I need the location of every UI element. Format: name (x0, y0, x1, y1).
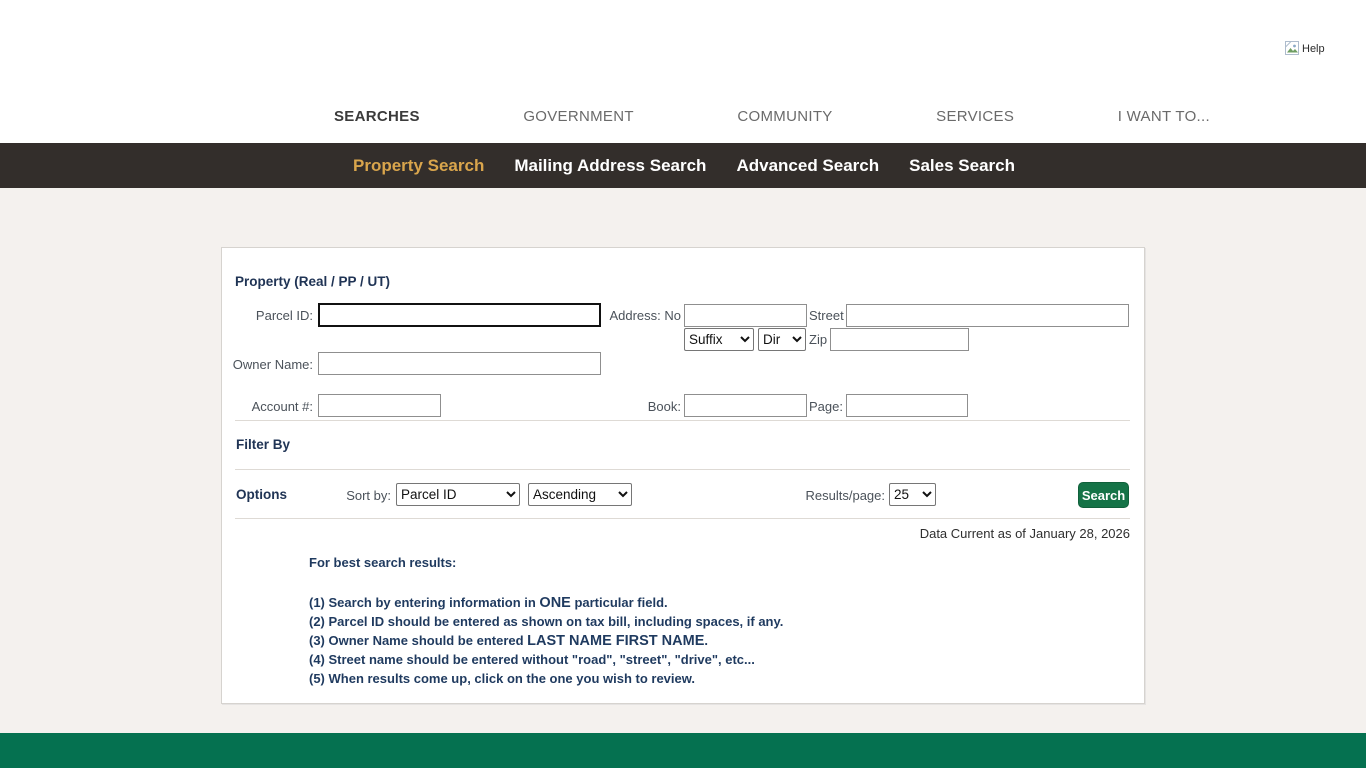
nav-item-i-want-to[interactable]: I WANT TO... (1117, 108, 1210, 125)
footer-bar (0, 733, 1366, 768)
sort-by-label: Sort by: (346, 488, 391, 503)
help-label: Help (1302, 42, 1325, 55)
street-label: Street (809, 308, 844, 323)
owner-name-label: Owner Name: (232, 357, 313, 372)
instruction-item: (4) Street name should be entered without "road", "street", "drive", etc... (309, 652, 755, 667)
sort-order-select[interactable] (528, 483, 632, 506)
instructions-heading: For best search results: (309, 555, 457, 570)
account-label: Account #: (251, 399, 313, 414)
account-input[interactable] (318, 394, 441, 417)
page-input[interactable] (846, 394, 968, 417)
suffix-select[interactable] (684, 328, 754, 351)
tab-sales-search[interactable]: Sales Search (909, 155, 1015, 175)
tab-mailing-address-search[interactable]: Mailing Address Search (514, 155, 707, 175)
results-per-page-label: Results/page: (805, 488, 885, 503)
owner-name-input[interactable] (318, 352, 601, 375)
options-heading: Options (236, 487, 287, 502)
zip-input[interactable] (830, 328, 969, 351)
address-no-input[interactable] (684, 304, 807, 327)
nav-item-government[interactable]: GOVERNMENT (523, 108, 634, 125)
nav-item-searches[interactable]: SEARCHES (334, 108, 420, 125)
data-current-text: Data Current as of January 28, 2026 (919, 526, 1130, 541)
tab-property-search[interactable]: Property Search (353, 155, 485, 175)
instructions-list (309, 593, 783, 688)
parcel-id-input[interactable] (318, 303, 601, 327)
divider (235, 469, 1130, 470)
nav-item-services[interactable]: SERVICES (936, 108, 1015, 125)
tab-advanced-search[interactable]: Advanced Search (736, 155, 880, 175)
help-link[interactable] (1284, 40, 1325, 57)
sort-field-select[interactable] (396, 483, 520, 506)
dir-select[interactable] (758, 328, 806, 351)
zip-label: Zip (809, 332, 828, 347)
results-per-page-select[interactable] (889, 483, 936, 506)
instruction-item: (3) Owner Name should be entered LAST NAME FIRST NAME. (309, 633, 708, 649)
instruction-item: (5) When results come up, click on the one you wish to review. (309, 671, 695, 686)
search-button[interactable]: Search (1078, 482, 1129, 508)
nav-item-community[interactable]: COMMUNITY (737, 108, 833, 125)
panel-title: Property (Real / PP / UT) (235, 274, 391, 289)
page-header (0, 0, 1366, 143)
book-input[interactable] (684, 394, 807, 417)
search-type-nav (0, 143, 1366, 188)
divider (235, 518, 1130, 519)
property-search-panel (221, 247, 1145, 704)
parcel-id-label: Parcel ID: (255, 308, 313, 323)
book-label: Book: (647, 399, 681, 414)
divider (235, 420, 1130, 421)
address-no-label: Address: No (609, 308, 681, 323)
filter-by-heading: Filter By (236, 437, 291, 452)
page-label: Page: (809, 399, 843, 414)
main-nav (334, 108, 1210, 125)
instruction-item: (1) Search by entering information in ONE particular field. (309, 595, 668, 611)
street-input[interactable] (846, 304, 1129, 327)
instruction-item: (2) Parcel ID should be entered as shown on tax bill, including spaces, if any. (309, 614, 784, 629)
broken-image-icon (1284, 40, 1301, 57)
